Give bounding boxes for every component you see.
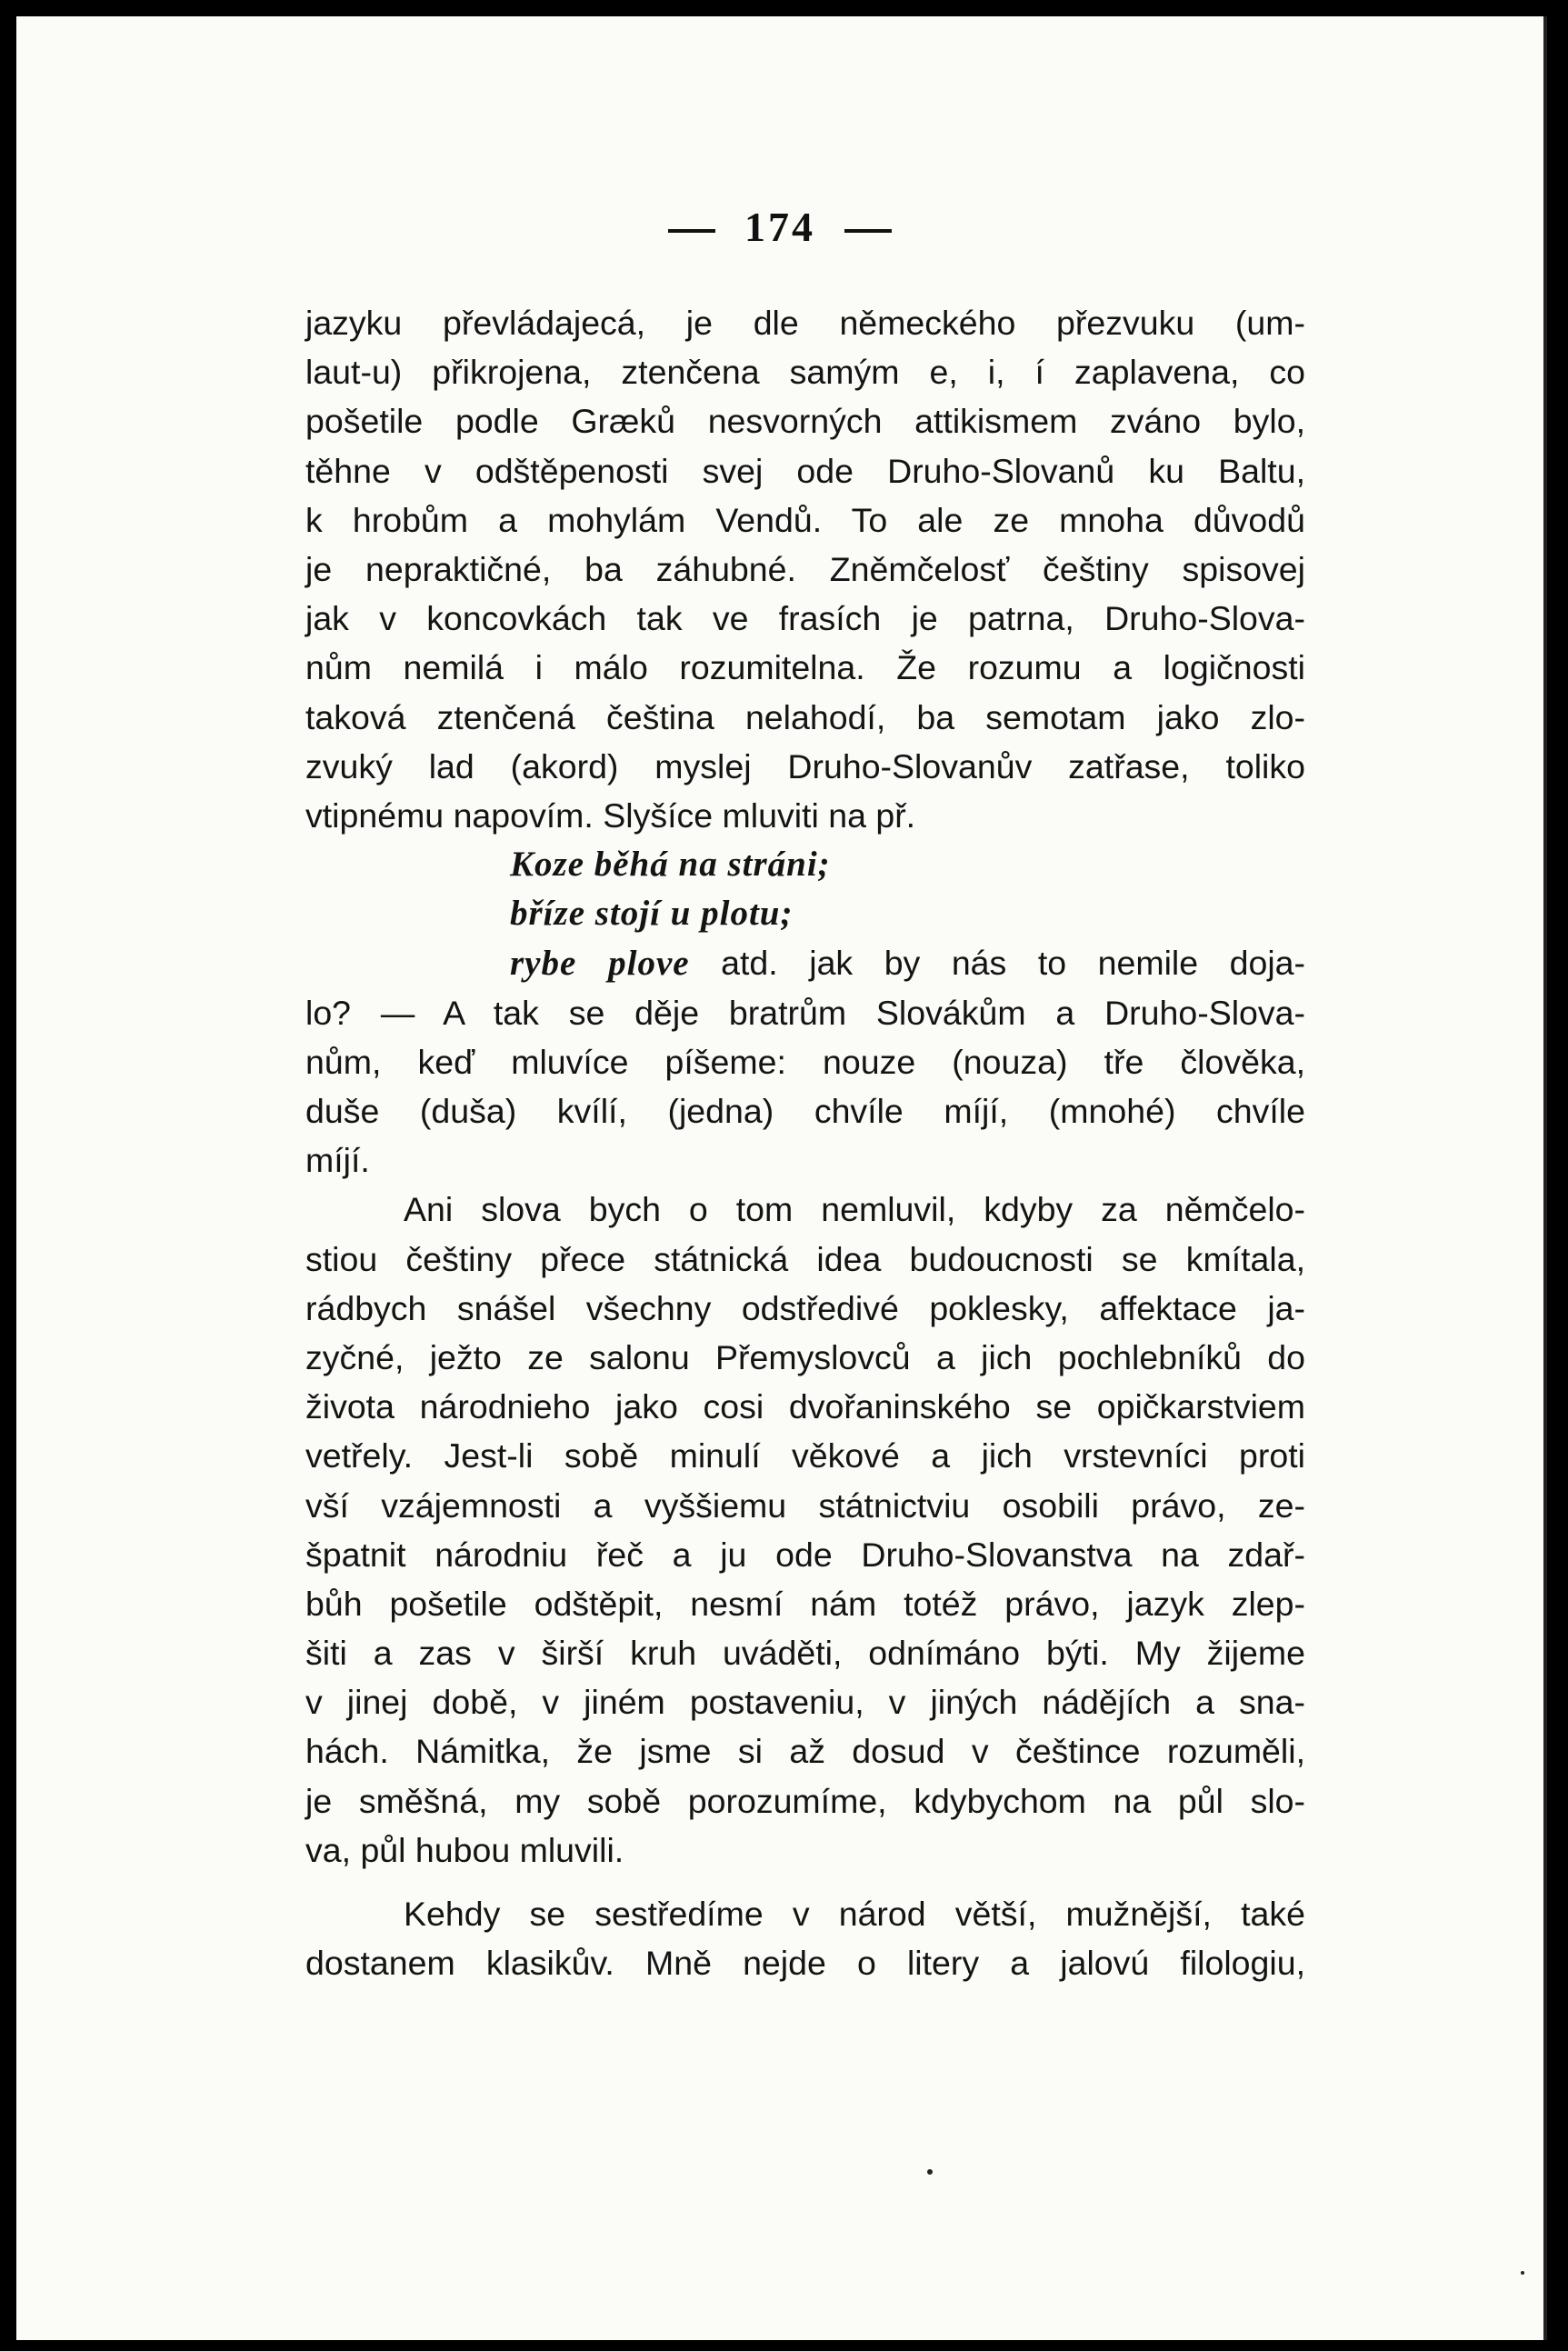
text-line: těhne v odštěpenosti svej ode Druho-Slovanů ku Baltu, bbox=[305, 451, 1305, 490]
text-line: v jinej době, v jiném postaveniu, v jiných nádějích a sna- bbox=[305, 1683, 1305, 1722]
page-number-value: 174 bbox=[744, 204, 815, 250]
body-text bbox=[305, 298, 1305, 1987]
text-line: nům, keď mluvíce píšeme: nouze (nouza) tře člověka, bbox=[305, 1042, 1305, 1081]
verse-rest: atd. jak by nás to nemile doja- bbox=[721, 944, 1305, 983]
text-line: je nepraktičné, ba záhubné. Zněmčelosť češtiny spisovej bbox=[305, 549, 1305, 588]
verse-line-mixed bbox=[305, 938, 1305, 987]
book-page bbox=[16, 16, 1547, 2340]
text-line: vší vzájemnosti a vyššiemu státnictviu osobili právo, ze- bbox=[305, 1486, 1305, 1525]
verse-line: bříze stojí u plotu; bbox=[510, 894, 794, 934]
text-line: laut-u) přikrojena, ztenčena samým e, i, í zaplavena, co bbox=[305, 353, 1305, 392]
paragraph-first-line: Ani slova bych o tom nemluvil, kdyby za němčelo- bbox=[404, 1190, 1305, 1229]
text-line: jazyku převládajecá, je dle německého přezvuku (um- bbox=[305, 304, 1305, 342]
text-line: dostanem klasikův. Mně nejde o litery a jalovú filologiu, bbox=[305, 1944, 1305, 1983]
text-line: je směšná, my sobě porozumíme, kdybychom na půl slo- bbox=[305, 1781, 1305, 1820]
text-line: hách. Námitka, že jsme si až dosud v češtince rozuměli, bbox=[305, 1732, 1305, 1771]
text-line: zyčné, ježto ze salonu Přemyslovců a jich pochlebníků do bbox=[305, 1337, 1305, 1376]
text-line: jak v koncovkách tak ve frasích je patrna, Druho-Slova- bbox=[305, 599, 1305, 638]
text-line: taková ztenčená čeština nelahodí, ba semotam jako zlo- bbox=[305, 697, 1305, 736]
page-number-dash-right bbox=[844, 229, 892, 233]
text-line: va, půl hubou mluvili. bbox=[305, 1830, 624, 1869]
text-line: nům nemilá i málo rozumitelna. Že rozumu a logičnosti bbox=[305, 648, 1305, 687]
page-number-dash-left bbox=[668, 229, 715, 233]
text-line: pošetile podle Græků nesvorných attikismem zváno bylo, bbox=[305, 402, 1305, 441]
text-line: bůh pošetile odštěpit, nesmí nám totéž právo, jazyk zlep- bbox=[305, 1584, 1305, 1623]
text-line: zvuký lad (akord) myslej Druho-Slovanův zatřase, toliko bbox=[305, 746, 1305, 785]
text-line: vtipnému napovím. Slyšíce mluviti na př. bbox=[305, 795, 916, 835]
text-line: šiti a zas v širší kruh uváděti, odnímáno býti. My žijeme bbox=[305, 1634, 1305, 1673]
scan-speck bbox=[927, 2169, 933, 2175]
text-line: duše (duša) kvílí, (jedna) chvíle míjí, (mnohé) chvíle bbox=[305, 1092, 1305, 1130]
text-line: života národnieho jako cosi dvořaninského se opičkarstviem bbox=[305, 1387, 1305, 1426]
text-line: míjí. bbox=[305, 1141, 370, 1180]
text-line: k hrobům a mohylám Vendů. To ale ze mnoha důvodů bbox=[305, 500, 1305, 539]
verse-italic: rybe plove bbox=[510, 944, 690, 984]
text-line: špatnit národniu řeč a ju ode Druho-Slovanstva na zdař- bbox=[305, 1535, 1305, 1574]
text-line: lo? — A tak se děje bratrům Slovákům a Druho-Slova- bbox=[305, 993, 1305, 1032]
text-line: rádbych snášel všechny odstředivé poklesky, affektace ja- bbox=[305, 1288, 1305, 1327]
scan-speck bbox=[1521, 2271, 1524, 2275]
text-line: stiou češtiny přece státnická idea budoucnosti se kmítala, bbox=[305, 1239, 1305, 1278]
page-number bbox=[16, 203, 1543, 251]
paragraph-first-line: Kehdy se sestředíme v národ větší, mužnější, také bbox=[404, 1895, 1305, 1933]
text-line: vetřely. Jest-li sobě minulí věkové a jich vrstevníci proti bbox=[305, 1436, 1305, 1476]
verse-line: Koze běhá na stráni; bbox=[510, 845, 831, 885]
